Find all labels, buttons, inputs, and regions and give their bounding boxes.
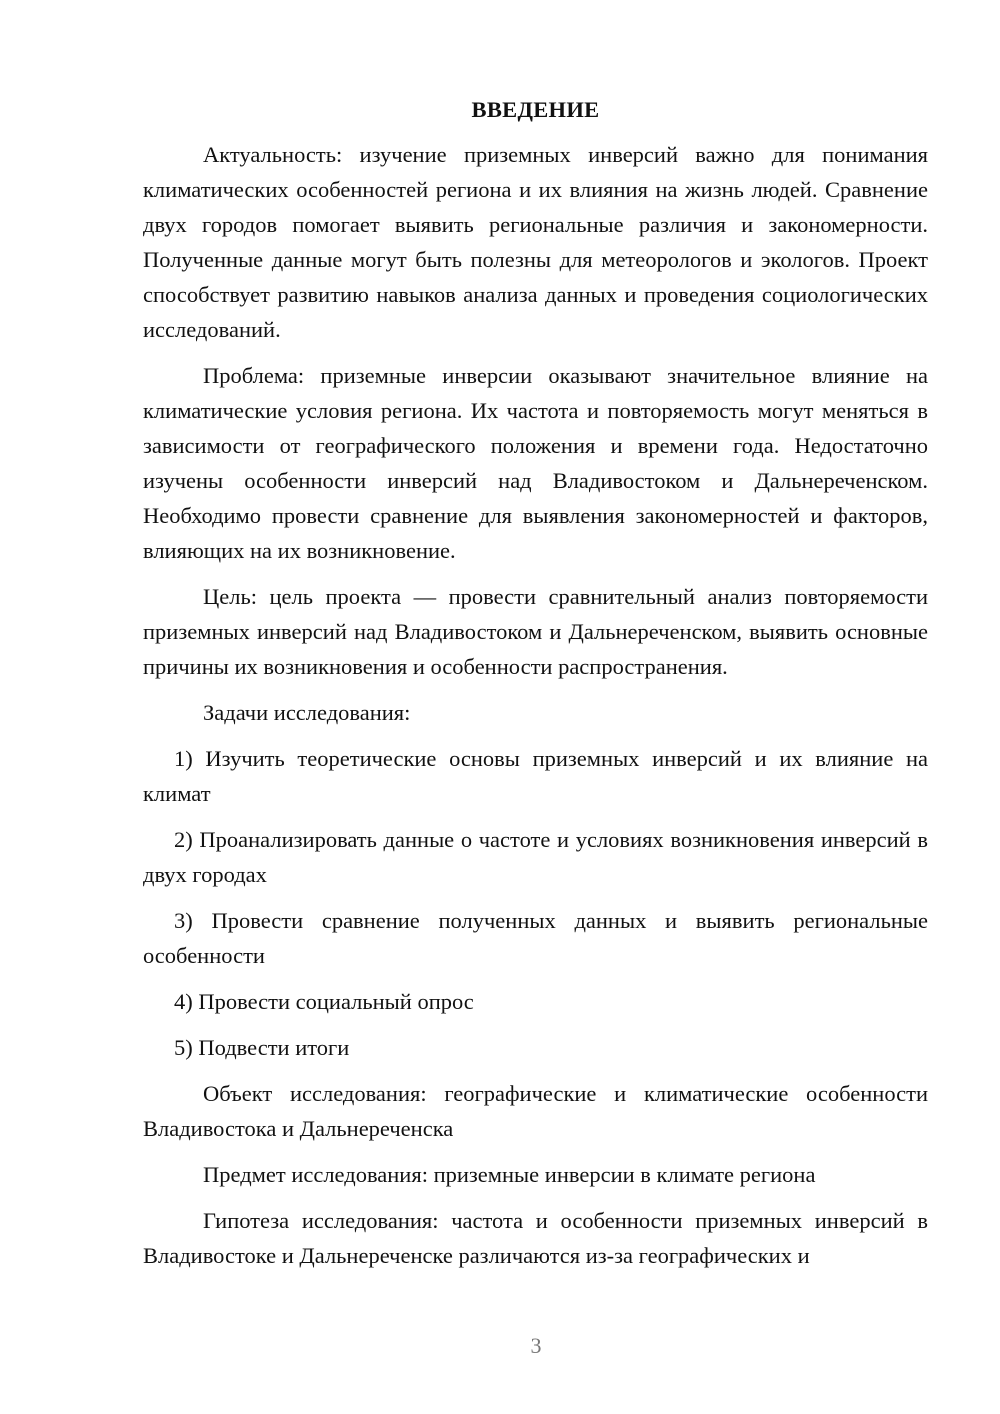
paragraph-relevance: Актуальность: изучение приземных инверсий важно для понимания климатических особенностей региона и их влияния на жизнь людей. Сравнение двух городов помогает выявить региональные различия и закономерности. Полученные данные могут быть полезны для метеорологов и экологов. Проект способствует развитию навыков анализа данных и проведения социологических исследований. [143,142,928,342]
task-item-2: 2) Проанализировать данные о частоте и условиях возникновения инверсий в двух городах [143,827,928,887]
page-number: 3 [530,1333,542,1358]
task-item-4: 4) Провести социальный опрос [174,989,474,1014]
tasks-heading: Задачи исследования: [203,700,411,725]
paragraph-subject: Предмет исследования: приземные инверсии в климате региона [203,1162,816,1187]
section-title: ВВЕДЕНИЕ [471,97,600,122]
page-content [143,92,928,1273]
task-item-3: 3) Провести сравнение полученных данных и выявить региональные особенности [143,908,928,968]
paragraph-hypothesis: Гипотеза исследования: частота и особенности приземных инверсий в Владивостоке и Дальнереченске различаются из-за географических и [143,1208,928,1268]
task-item-1: 1) Изучить теоретические основы приземных инверсий и их влияние на климат [143,746,928,806]
paragraph-object: Объект исследования: географические и климатические особенности Владивостока и Дальнереченска [143,1081,928,1141]
paragraph-goal: Цель: цель проекта — провести сравнительный анализ повторяемости приземных инверсий над Владивостоком и Дальнереченском, выявить основные причины их возникновения и особенности распространения. [143,584,928,679]
task-item-5: 5) Подвести итоги [174,1035,350,1060]
paragraph-problem: Проблема: приземные инверсии оказывают значительное влияние на климатические условия региона. Их частота и повторяемость могут меняться в зависимости от географического положения и времени года. Недостаточно изучены особенности инверсий над Владивостоком и Дальнереченском. Необходимо провести сравнение для выявления закономерностей и факторов, влияющих на их возникновение. [143,363,928,563]
